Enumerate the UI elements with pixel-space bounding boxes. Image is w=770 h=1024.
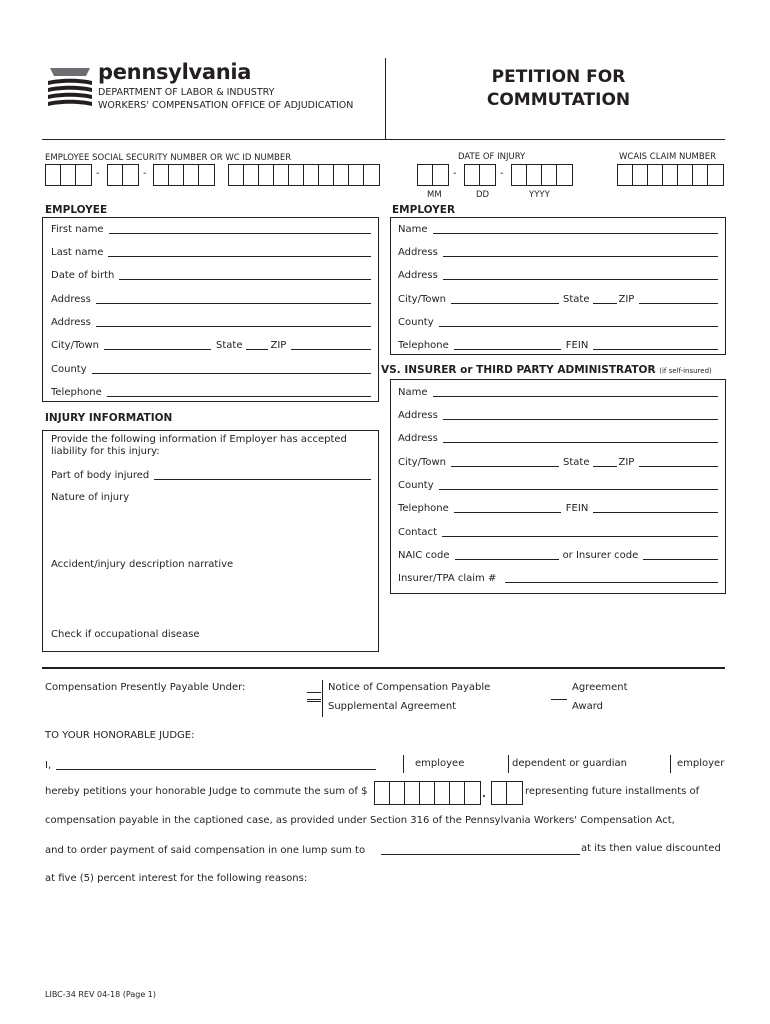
employer-address2-field[interactable] <box>443 279 718 280</box>
insurer-contact-field[interactable] <box>442 536 718 537</box>
employee-heading: EMPLOYEE <box>45 204 108 216</box>
department-line-1: DEPARTMENT OF LABOR & INDUSTRY <box>98 87 275 98</box>
employer-address1-label: Address <box>398 247 438 258</box>
lump-sum-text: and to order payment of said compensation in one lump sum to <box>45 845 366 856</box>
insurer-state-label: State <box>563 457 590 468</box>
insurer-name-label: Name <box>398 387 428 398</box>
compensation-rule <box>42 667 725 669</box>
section-316-sentence: compensation payable in the captioned case, as provided under Section 316 of the Pennsylvania Workers' Compensation Act, <box>45 815 675 826</box>
employee-address2-label: Address <box>51 317 91 328</box>
insurer-city-label: City/Town <box>398 457 447 468</box>
doi-mm-boxes[interactable] <box>417 164 449 186</box>
employee-zip-label: ZIP <box>270 340 287 351</box>
insurer-address2-field[interactable] <box>443 442 718 443</box>
insurer-state-field[interactable] <box>593 466 617 467</box>
keystone-logo <box>46 64 94 108</box>
employer-telephone-field[interactable] <box>454 349 561 350</box>
lump-sum-payee-field[interactable] <box>381 854 580 855</box>
employer-state-label: State <box>563 294 590 305</box>
insurer-heading-text: VS. INSURER or THIRD PARTY ADMINISTRATOR <box>381 364 656 376</box>
ssn-label: EMPLOYEE SOCIAL SECURITY NUMBER OR WC ID NUMBER <box>45 153 292 163</box>
injury-box <box>42 430 379 652</box>
employee-county-label: County <box>51 364 87 375</box>
insurer-claim-field[interactable] <box>505 582 718 583</box>
discounted-text: at its then value discounted <box>581 843 721 854</box>
form-title-line-2: COMMUTATION <box>486 90 631 110</box>
employee-county-field[interactable] <box>92 373 371 374</box>
employer-name-field[interactable] <box>433 233 718 234</box>
agreement-checkbox[interactable] <box>551 699 567 700</box>
doi-dash-1: - <box>453 168 457 179</box>
employer-zip-field[interactable] <box>639 303 718 304</box>
insurer-telephone-field[interactable] <box>454 512 561 513</box>
doi-yyyy-boxes[interactable] <box>511 164 573 186</box>
employee-address1-field[interactable] <box>96 303 371 304</box>
injury-heading: INJURY INFORMATION <box>45 412 173 424</box>
employer-county-label: County <box>398 317 434 328</box>
insurer-county-field[interactable] <box>439 489 718 490</box>
employer-city-label: City/Town <box>398 294 447 305</box>
employer-state-field[interactable] <box>593 303 617 304</box>
header-rule <box>42 139 725 140</box>
form-title-line-1: PETITION FOR <box>491 67 626 87</box>
employee-dob-label: Date of birth <box>51 270 115 281</box>
department-line-2: WORKERS' COMPENSATION OFFICE OF ADJUDICATION <box>98 100 354 111</box>
cents-amount-boxes[interactable] <box>491 781 523 805</box>
insurer-contact-label: Contact <box>398 527 437 538</box>
wcais-claim-boxes[interactable] <box>617 164 724 186</box>
insurer-county-label: County <box>398 480 434 491</box>
mm-caption: MM <box>427 190 442 200</box>
insurer-telephone-label: Telephone <box>398 503 449 514</box>
nature-of-injury-label: Nature of injury <box>51 492 130 503</box>
employee-telephone-field[interactable] <box>107 396 371 397</box>
employer-option-label: employer <box>677 758 725 769</box>
ssn-dash-1: - <box>96 168 100 179</box>
compensation-label: Compensation Presently Payable Under: <box>45 682 246 693</box>
agreement-option-label: Agreement <box>572 682 628 693</box>
insurer-naic-field[interactable] <box>455 559 559 560</box>
insurer-zip-field[interactable] <box>639 466 718 467</box>
wc-id-boxes[interactable] <box>228 164 380 186</box>
insurer-address1-label: Address <box>398 410 438 421</box>
petitioner-prefix: I, <box>45 760 52 771</box>
decimal-point: . <box>482 789 486 800</box>
employee-address1-label: Address <box>51 294 91 305</box>
ssn-dash-2: - <box>143 168 147 179</box>
dependent-option-label: dependent or guardian <box>512 758 628 769</box>
insurer-heading <box>381 364 712 376</box>
date-of-injury-label: DATE OF INJURY <box>458 152 526 162</box>
employer-fein-label: FEIN <box>565 340 589 351</box>
insurer-claim-label: Insurer/TPA claim # <box>398 573 497 584</box>
insurer-address2-label: Address <box>398 433 438 444</box>
insurer-name-field[interactable] <box>433 396 718 397</box>
insurer-code-field[interactable] <box>643 559 718 560</box>
employee-state-field[interactable] <box>246 349 268 350</box>
employer-address1-field[interactable] <box>443 256 718 257</box>
ssn-boxes-2[interactable] <box>107 164 139 186</box>
employer-fein-field[interactable] <box>593 349 718 350</box>
insurer-fein-field[interactable] <box>593 512 718 513</box>
employee-address2-field[interactable] <box>96 326 371 327</box>
form-id-footer: LIBC-34 REV 04-18 (Page 1) <box>45 990 157 999</box>
insurer-city-field[interactable] <box>451 466 559 467</box>
injury-intro: Provide the following information if Employer has accepted liability for this injury: <box>51 434 347 457</box>
insurer-naic-label: NAIC code <box>398 550 450 561</box>
insurer-zip-label: ZIP <box>618 457 635 468</box>
insurer-address1-field[interactable] <box>443 419 718 420</box>
ssn-boxes-3[interactable] <box>153 164 215 186</box>
state-name: pennsylvania <box>98 60 252 84</box>
employee-zip-field[interactable] <box>291 349 371 350</box>
ssn-boxes-1[interactable] <box>45 164 92 186</box>
employee-city-label: City/Town <box>51 340 100 351</box>
occupational-disease-label: Check if occupational disease <box>51 629 200 640</box>
employee-first-name-label: First name <box>51 224 104 235</box>
employer-box <box>390 217 726 355</box>
employer-county-field[interactable] <box>439 326 718 327</box>
doi-dash-2: - <box>500 168 504 179</box>
wcais-claim-label: WCAIS CLAIM NUMBER <box>619 152 717 162</box>
employee-last-name-label: Last name <box>51 247 104 258</box>
dependent-checkbox[interactable] <box>508 755 509 773</box>
employee-first-name-field[interactable] <box>109 233 371 234</box>
dollar-amount-boxes[interactable] <box>374 781 481 805</box>
supplemental-option-label: Supplemental Agreement <box>328 701 457 712</box>
commute-sentence: hereby petitions your honorable Judge to commute the sum of $ <box>45 786 368 797</box>
award-option-label: Award <box>572 701 604 712</box>
insurer-fein-label: FEIN <box>565 503 589 514</box>
employee-telephone-label: Telephone <box>51 387 102 398</box>
body-part-label: Part of body injured <box>51 470 150 481</box>
salutation: TO YOUR HONORABLE JUDGE: <box>45 730 195 741</box>
employee-state-label: State <box>216 340 243 351</box>
employer-name-label: Name <box>398 224 428 235</box>
employer-heading: EMPLOYER <box>392 204 456 216</box>
interest-reasons-text: at five (5) percent interest for the following reasons: <box>45 873 308 884</box>
employee-option-label: employee <box>415 758 465 769</box>
employer-telephone-label: Telephone <box>398 340 449 351</box>
notice-option-label: Notice of Compensation Payable <box>328 682 491 693</box>
employee-checkbox[interactable] <box>403 755 404 773</box>
narrative-label: Accident/injury description narrative <box>51 559 234 570</box>
employer-city-field[interactable] <box>451 303 559 304</box>
doi-dd-boxes[interactable] <box>464 164 496 186</box>
yyyy-caption: YYYY <box>529 190 550 200</box>
employee-city-field[interactable] <box>104 349 211 350</box>
body-part-field[interactable] <box>154 479 371 480</box>
petitioner-name-field[interactable] <box>56 769 376 770</box>
insurer-heading-note: (if self-insured) <box>659 367 712 375</box>
employee-last-name-field[interactable] <box>108 256 371 257</box>
employer-zip-label: ZIP <box>618 294 635 305</box>
future-installments-text: representing future installments of <box>525 786 700 797</box>
employee-dob-field[interactable] <box>119 279 371 280</box>
dd-caption: DD <box>476 190 490 200</box>
employer-checkbox[interactable] <box>670 755 671 773</box>
notice-bracket <box>322 680 323 717</box>
supplemental-checkbox[interactable] <box>307 699 321 702</box>
insurer-code-label: or Insurer code <box>562 550 639 561</box>
employer-address2-label: Address <box>398 270 438 281</box>
notice-checkbox[interactable] <box>307 692 321 693</box>
